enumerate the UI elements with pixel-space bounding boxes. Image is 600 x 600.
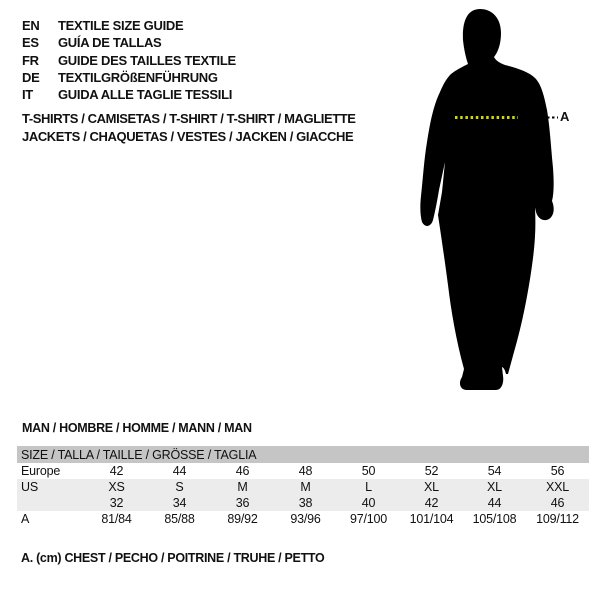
- cell: 97/100: [349, 512, 388, 526]
- row-label: [17, 495, 85, 511]
- cell: 54: [487, 464, 502, 478]
- cell: 105/108: [472, 512, 517, 526]
- cell: M: [211, 479, 274, 495]
- size-table-header-row: [17, 446, 589, 463]
- cell: 93/96: [290, 512, 321, 526]
- category-line-jackets: JACKETS / CHAQUETAS / VESTES / JACKEN / GIACCHE: [22, 129, 354, 144]
- cell: XXL: [526, 479, 589, 495]
- cell: 85/88: [164, 512, 195, 526]
- cell: 38: [274, 495, 337, 511]
- cell: S: [148, 479, 211, 495]
- footnote-chest: A. (cm) CHEST / PECHO / POITRINE / TRUHE / PETTO: [21, 551, 325, 565]
- cell: L: [337, 479, 400, 495]
- cell: M: [274, 479, 337, 495]
- cell: 36: [211, 495, 274, 511]
- cell: 42: [400, 495, 463, 511]
- cell: 34: [148, 495, 211, 511]
- category-line-tshirts: T-SHIRTS / CAMISETAS / T-SHIRT / T-SHIRT / MAGLIETTE: [22, 111, 356, 126]
- cell: 56: [550, 464, 565, 478]
- cell: XL: [463, 479, 526, 495]
- language-label: GUÍA DE TALLAS: [58, 35, 162, 51]
- table-row-chest-a: [17, 511, 589, 527]
- table-row-us: [17, 479, 589, 495]
- table-row-uk: [17, 495, 589, 511]
- size-table: [17, 446, 589, 527]
- language-label: GUIDA ALLE TAGLIE TESSILI: [58, 87, 233, 103]
- section-title-man: MAN / HOMBRE / HOMME / MANN / MAN: [22, 421, 252, 435]
- language-code: FR: [22, 52, 39, 68]
- cell: 109/112: [536, 512, 579, 526]
- cell: 52: [424, 464, 439, 478]
- language-code: EN: [22, 18, 40, 34]
- row-label: US: [17, 479, 85, 495]
- size-table-wrap: [17, 446, 589, 527]
- language-label: TEXTILE SIZE GUIDE: [58, 18, 184, 34]
- cell: 32: [85, 495, 148, 511]
- language-label: GUIDE DES TAILLES TEXTILE: [58, 52, 236, 68]
- man-silhouette: [420, 9, 553, 390]
- size-table-header: SIZE / TALLA / TAILLE / GRÖSSE / TAGLIA: [17, 446, 589, 463]
- cell: 44: [463, 495, 526, 511]
- row-label: A: [21, 512, 30, 526]
- language-label: TEXTILGRÖßENFÜHRUNG: [58, 70, 218, 86]
- row-label: Europe: [21, 464, 61, 478]
- cell: 40: [337, 495, 400, 511]
- table-row-europe: [17, 463, 589, 479]
- cell: 46: [526, 495, 589, 511]
- cell: 44: [172, 464, 187, 478]
- cell: 89/92: [227, 512, 258, 526]
- measure-label-a: A: [560, 109, 570, 124]
- cell: XL: [400, 479, 463, 495]
- cell: 42: [109, 464, 124, 478]
- cell: 50: [361, 464, 376, 478]
- cell: 48: [298, 464, 313, 478]
- cell: 81/84: [101, 512, 132, 526]
- language-code: IT: [22, 87, 33, 103]
- cell: 101/104: [409, 512, 454, 526]
- language-code: DE: [22, 70, 40, 86]
- language-code: ES: [22, 35, 39, 51]
- cell: XS: [85, 479, 148, 495]
- cell: 46: [235, 464, 250, 478]
